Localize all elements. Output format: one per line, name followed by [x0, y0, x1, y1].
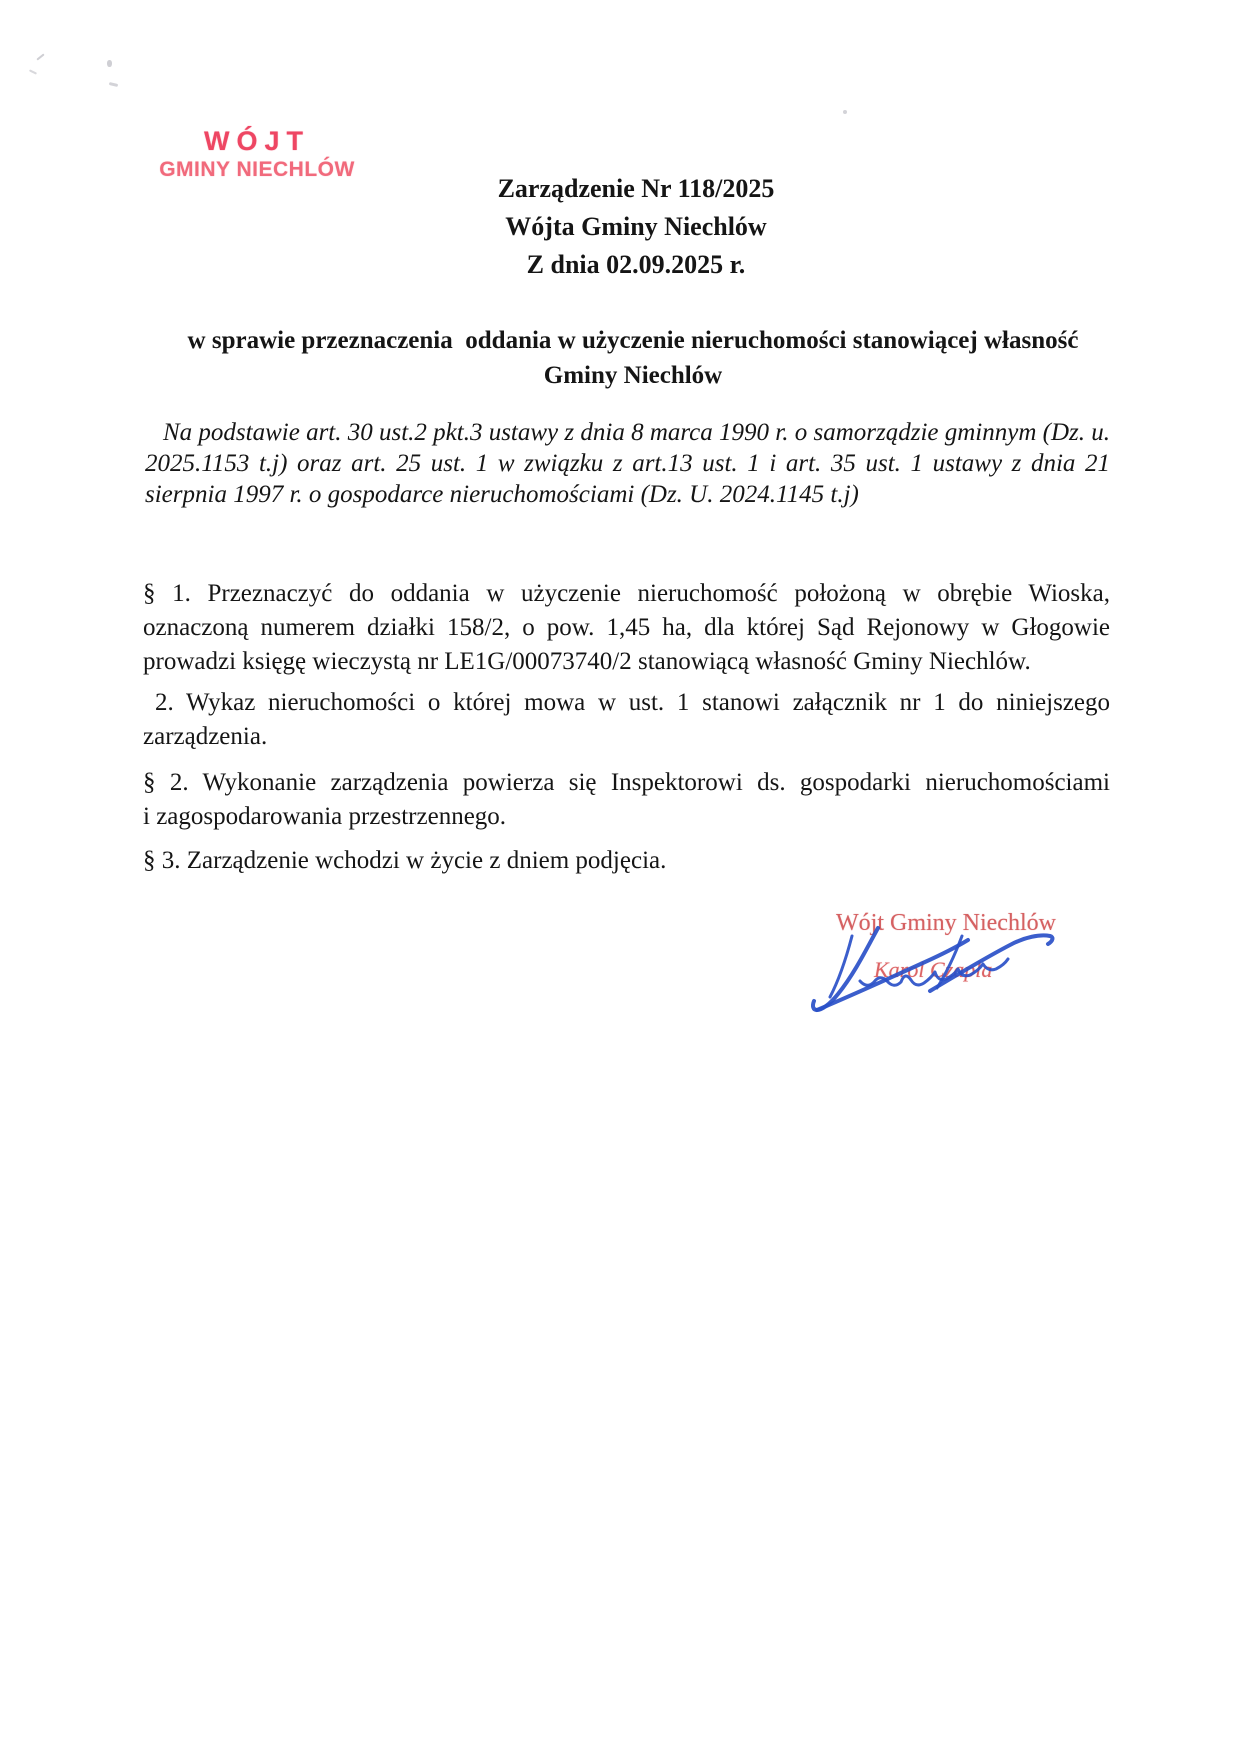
text-line: oznaczoną numerem działki 158/2, o pow. 1,45 ha, dla której Sąd Rejonowy w Głogowie	[143, 614, 1110, 641]
text-line: Na podstawie art. 30 ust.2 pkt.3 ustawy z dnia 8 marca 1990 r. o samorządzie gminnym (Dz. u.	[163, 419, 1111, 446]
scan-smudge	[36, 53, 44, 60]
text-line: sierpnia 1997 r. o gospodarce nieruchomościami (Dz. U. 2024.1145 t.j)	[145, 481, 859, 508]
text-line: w sprawie przeznaczenia oddania w użyczenie nieruchomości stanowiącej własność	[187, 327, 1079, 354]
text-line: Wójta Gminy Niechlów	[505, 212, 767, 241]
paragraph-2	[143, 686, 1110, 754]
official-stamp	[148, 126, 366, 182]
paragraph-3	[143, 766, 1110, 834]
text-line: § 3. Zarządzenie wchodzi w życie z dniem podjęcia.	[143, 847, 667, 874]
document-title	[446, 170, 826, 284]
scan-smudge	[843, 110, 847, 114]
stamp-subtitle: GMINY NIECHLÓW	[159, 158, 355, 181]
text-line: zarządzenia.	[143, 723, 268, 750]
paragraph-3-entry	[143, 844, 1110, 878]
text-line: 2. Wykaz nieruchomości o której mowa w ust. 1 stanowi załącznik nr 1 do niniejszego	[155, 689, 1110, 716]
text-line: § 2. Wykonanie zarządzenia powierza się Inspektorowi ds. gospodarki nieruchomościami	[143, 769, 1110, 796]
scan-smudge	[109, 82, 118, 87]
scan-smudge	[107, 60, 112, 67]
text-line: Z dnia 02.09.2025 r.	[526, 250, 746, 279]
text-line: 2025.1153 t.j) oraz art. 25 ust. 1 w związku z art.13 ust. 1 i art. 35 ust. 1 ustawy z dnia 21	[145, 450, 1110, 477]
text-line: § 1. Przeznaczyć do oddania w użyczenie nieruchomość położoną w obrębie Wioska,	[143, 580, 1110, 607]
stamp-title: WÓJT	[204, 126, 310, 156]
document-subject	[133, 323, 1133, 393]
text-line: Zarządzenie Nr 118/2025	[497, 174, 775, 203]
paragraph-1	[143, 577, 1110, 679]
signature-title: Wójt Gminy Niechlów	[836, 910, 1056, 936]
legal-basis	[145, 417, 1110, 510]
text-line: prowadzi księgę wieczystą nr LE1G/00073740/2 stanowiącą własność Gminy Niechlów.	[143, 648, 1031, 675]
text-line: Gminy Niechlów	[543, 362, 723, 389]
scan-smudge	[29, 69, 37, 74]
signature-name: Karol Czapla	[874, 957, 993, 982]
signature-ink	[700, 898, 1120, 1038]
text-line: i zagospodarowania przestrzennego.	[143, 803, 507, 830]
